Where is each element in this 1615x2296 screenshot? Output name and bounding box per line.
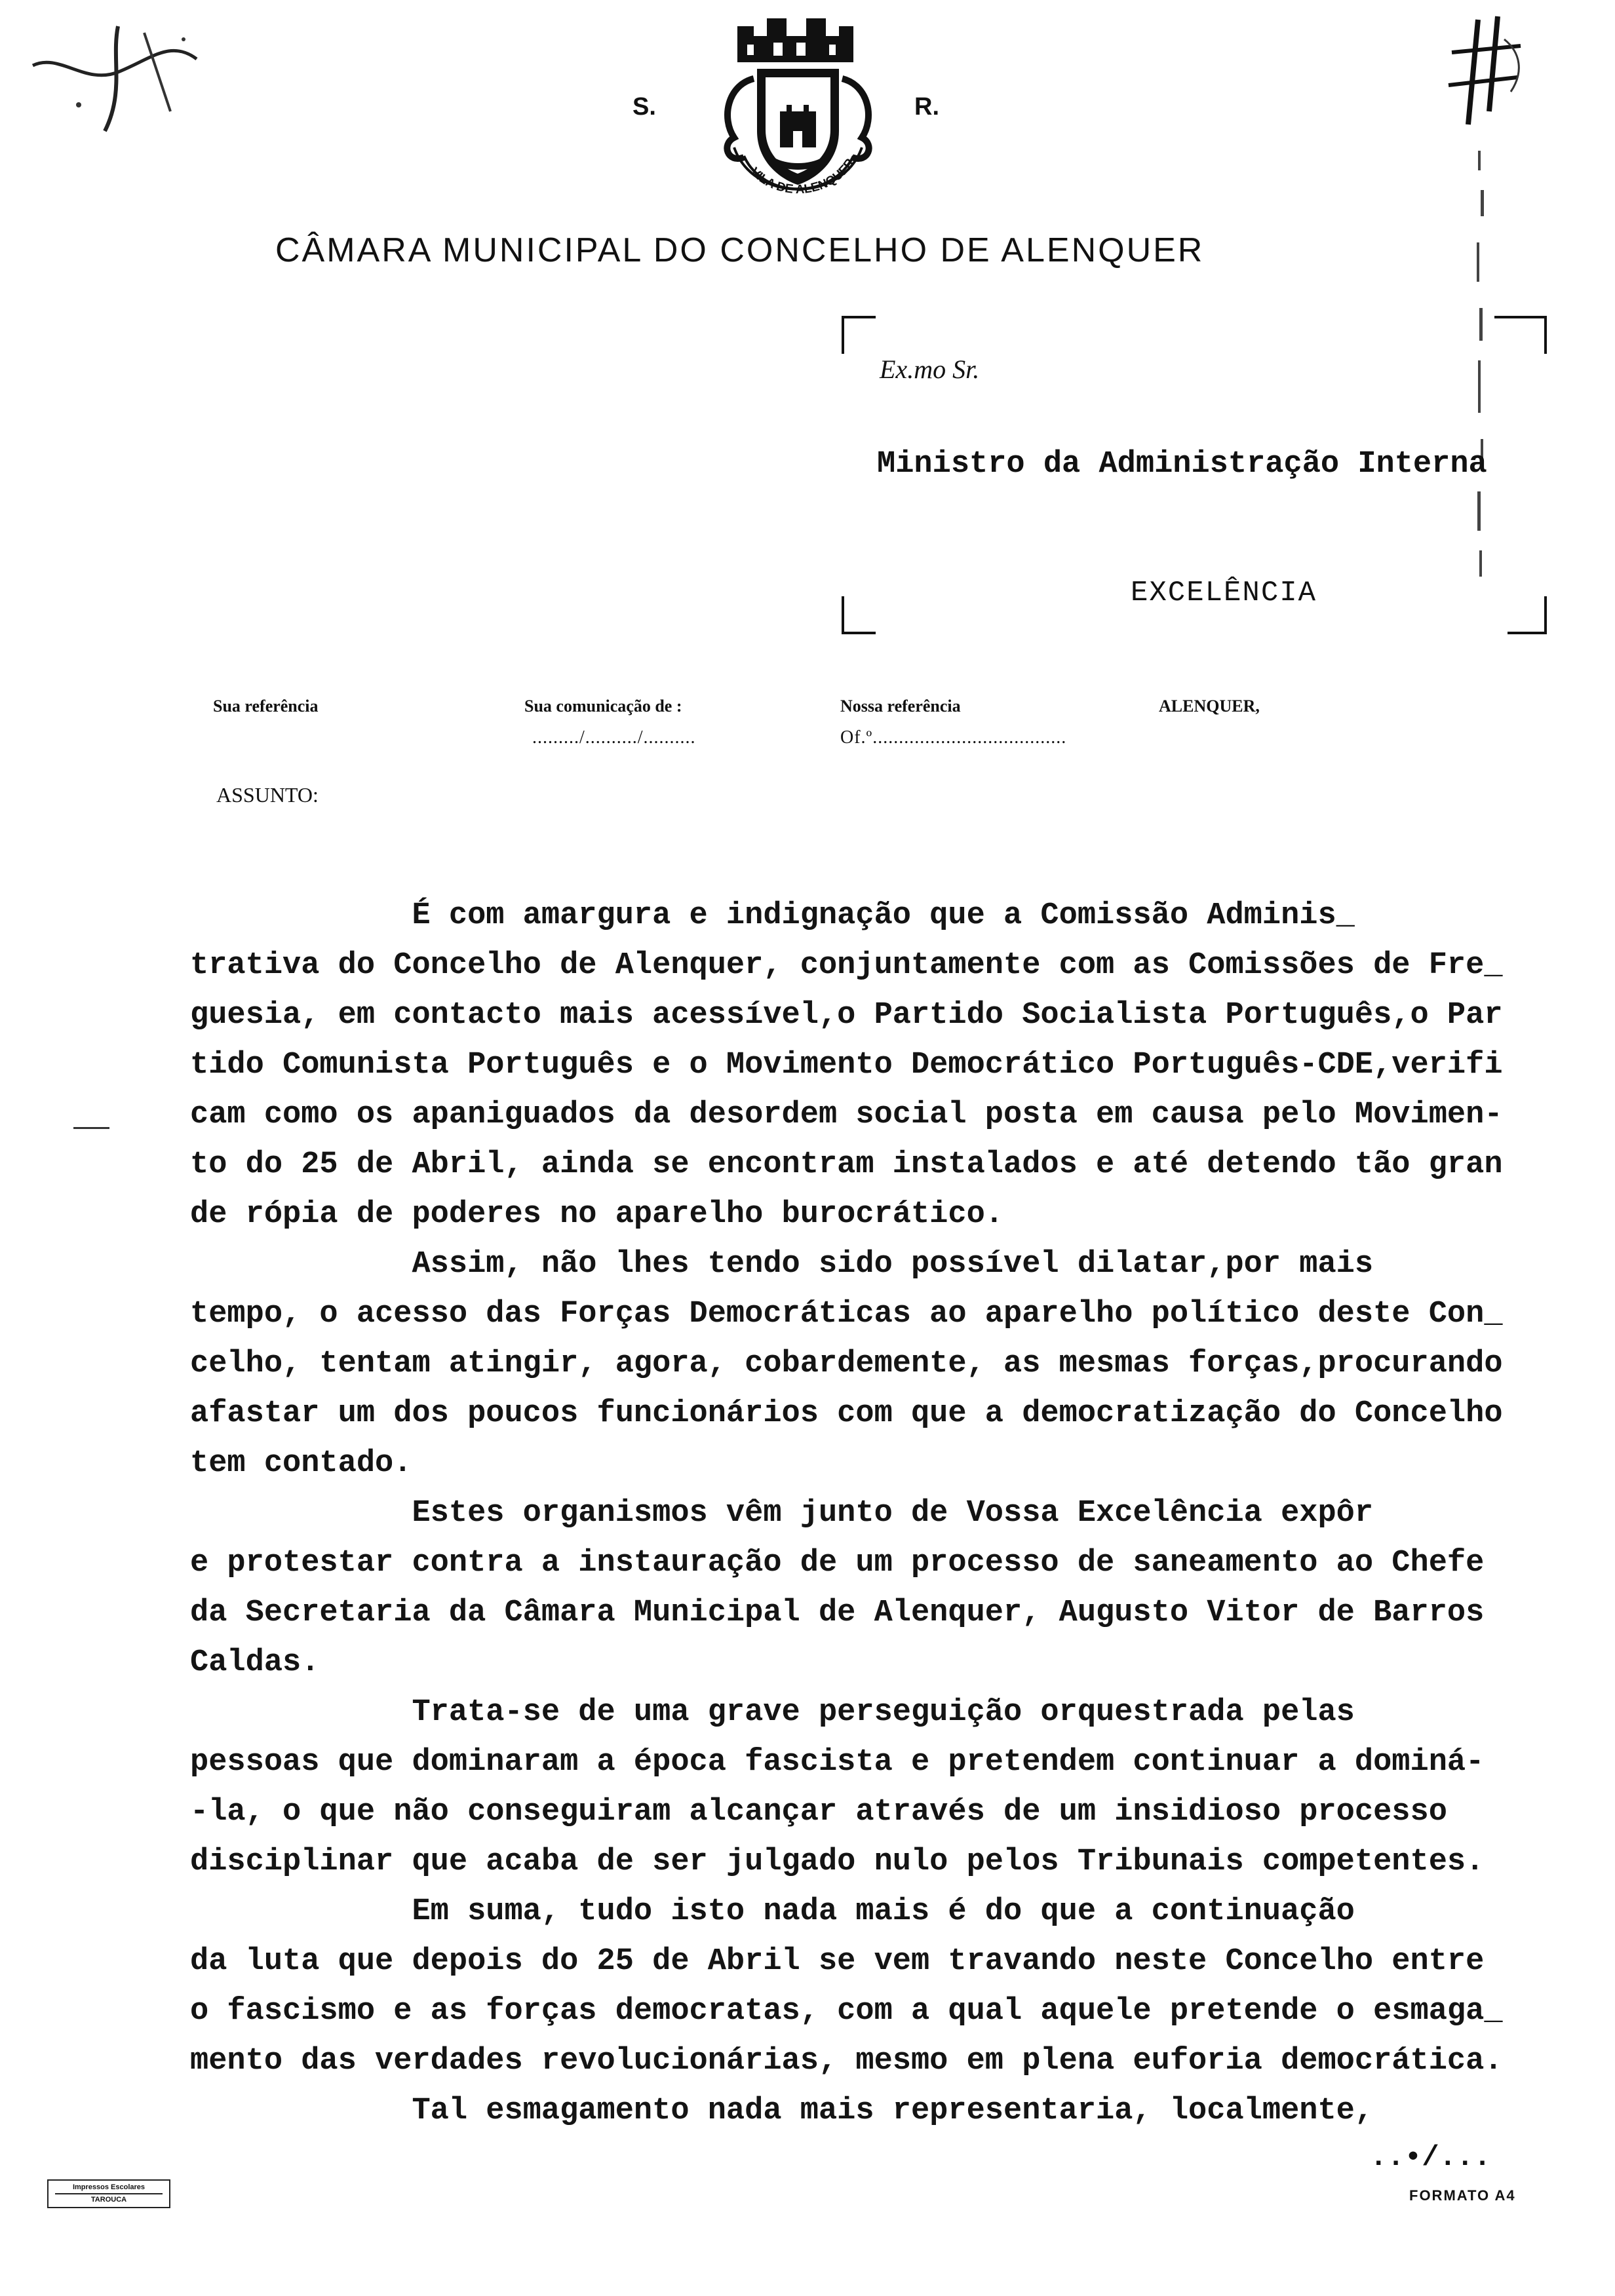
organization-name: CÂMARA MUNICIPAL DO CONCELHO DE ALENQUER <box>275 231 1205 269</box>
header-mark-r: R. <box>914 93 939 121</box>
body-line: Tal esmagamento nada mais representaria, localmente, <box>190 2094 1374 2128</box>
body-line: afastar um dos poucos funcionários com que a democratização do Concelho <box>190 1396 1503 1431</box>
body-line: mento das verdades revolucionárias, mesmo em plena euforia democrática. <box>190 2044 1503 2078</box>
printer-name: Impressos Escolares <box>72 2183 146 2191</box>
body-line: o fascismo e as forças democratas, com a qual aquele pretende o esmaga_ <box>190 1994 1503 2029</box>
printer-location: TAROUCA <box>90 2196 127 2204</box>
your-communication-date-field: ........./........../.......... <box>532 727 696 748</box>
body-line: da Secretaria da Câmara Municipal de Alenquer, Augusto Vitor de Barros <box>190 1596 1485 1630</box>
header-mark-s: S. <box>632 93 656 121</box>
handwritten-scribble <box>20 13 216 144</box>
margin-dash <box>73 1127 109 1129</box>
body-line: -la, o que não conseguiram alcançar através de um insidioso processo <box>190 1795 1447 1829</box>
body-line: Trata-se de uma grave perseguição orquestrada pelas <box>190 1695 1355 1730</box>
body-line: cam como os apaniguados da desordem social posta em causa pelo Movimen- <box>190 1098 1503 1132</box>
body-line: da luta que depois do 25 de Abril se vem travando neste Concelho entre <box>190 1944 1485 1979</box>
salutation: Ex.mo Sr. <box>880 354 980 384</box>
body-line: trativa do Concelho de Alenquer, conjuntamente com as Comissões de Fre_ <box>190 948 1503 983</box>
address-form: EXCELÊNCIA <box>1131 577 1317 609</box>
body-line: Caldas. <box>190 1645 320 1680</box>
body-line: tem contado. <box>190 1446 412 1481</box>
crest-motto: VILA DE ALENQUER <box>747 156 857 197</box>
body-line: pessoas que dominaram a época fascista e pretendem continuar a dominá- <box>190 1745 1485 1780</box>
municipal-crest-icon <box>682 7 891 223</box>
body-line: disciplinar que acaba de ser julgado nulo pelos Tribunais competentes. <box>190 1845 1485 1879</box>
paper-format-label: FORMATO A4 <box>1409 2187 1516 2204</box>
printer-stamp <box>47 2179 170 2208</box>
body-line: to do 25 de Abril, ainda se encontram instalados e até detendo tão gran <box>190 1147 1503 1182</box>
body-line: celho, tentam atingir, agora, cobardemente, as mesmas forças,procurando <box>190 1347 1503 1381</box>
body-line: tido Comunista Português e o Movimento Democrático Português-CDE,verifi <box>190 1048 1503 1082</box>
body-line: Estes organismos vêm junto de Vossa Excelência expôr <box>190 1496 1374 1531</box>
subject-label: ASSUNTO: <box>216 783 319 807</box>
place-label: ALENQUER, <box>1159 697 1260 716</box>
body-line: tempo, o acesso das Forças Democráticas ao aparelho político deste Con_ <box>190 1297 1503 1331</box>
body-line: Em suma, tudo isto nada mais é do que a continuação <box>190 1894 1355 1929</box>
your-communication-label: Sua comunicação de : <box>524 697 682 716</box>
addressee-title: Ministro da Administração Interna <box>877 447 1487 482</box>
handwritten-hash-mark <box>1442 13 1534 144</box>
body-line: e protestar contra a instauração de um processo de saneamento ao Chefe <box>190 1546 1485 1580</box>
our-reference-field: Of.º..................................... <box>840 727 1067 748</box>
body-line: de rópia de poderes no aparelho burocrático. <box>190 1197 1004 1232</box>
body-line: Assim, não lhes tendo sido possível dilatar,por mais <box>190 1247 1374 1282</box>
your-reference-label: Sua referência <box>213 697 319 716</box>
continued-marker: ..•/... <box>1370 2141 1491 2174</box>
body-line: É com amargura e indignação que a Comissão Adminis_ <box>190 898 1355 933</box>
body-line: guesia, em contacto mais acessível,o Partido Socialista Português,o Par <box>190 998 1503 1033</box>
our-reference-label: Nossa referência <box>840 697 961 716</box>
letter-body <box>190 891 1580 2136</box>
